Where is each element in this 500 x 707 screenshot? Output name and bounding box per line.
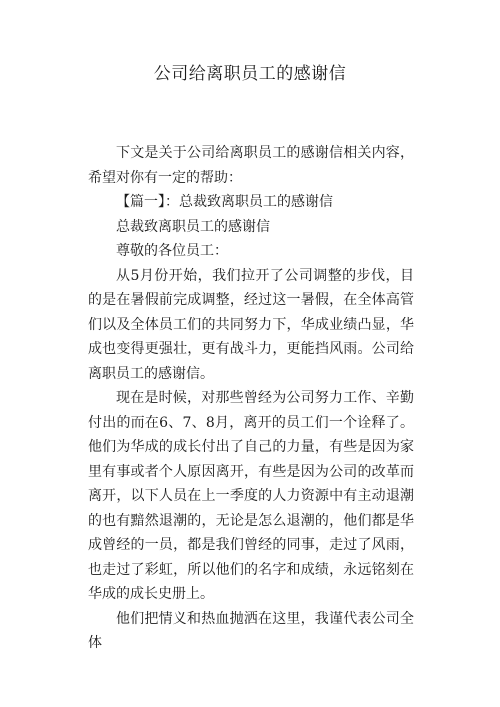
section-heading: 【篇一】：总裁致离职员工的感谢信 bbox=[116, 194, 333, 210]
body-paragraph: 从5月份开始，我们拉开了公司调整的步伐，目的是在暑假前完成调整，经过这一暑假，在全体高管们以及全体员工们的共同努力下，华成业绩凸显，华成也变得更强壮，更有战斗力，更能挡风雨。公司给离职员工的感谢信。 bbox=[88, 267, 414, 382]
intro-paragraph: 下文是关于公司给离职员工的感谢信相关内容，希望对你有一定的帮助： bbox=[88, 145, 414, 186]
body-paragraph: 现在是时候，对那些曾经为公司努力工作、辛勤付出的而在6、7、8月，离开的员工们一个诠释了。他们为华成的成长付出了自己的力量，有些是因为家里有事或者个人原因离开，有些是因为公司的改革而离开，以下人员在上一季度的人力资源中有主动退潮的也有黯然退潮的，无论是怎么退潮的，他们都是华成曾经的一员，都是我们曾经的同事，走过了风雨，也走过了彩虹，所以他们的名字和成绩，永远铭刻在华成的成长史册上。 bbox=[88, 390, 414, 602]
body-paragraph: 他们把情义和热血抛洒在这里，我谨代表公司全体 bbox=[88, 610, 414, 651]
document-body bbox=[88, 141, 414, 656]
letter-salutation: 尊敬的各位员工： bbox=[116, 243, 228, 259]
letter-heading: 总裁致离职员工的感谢信 bbox=[116, 218, 270, 235]
document-title: 公司给离职员工的感谢信 bbox=[153, 64, 347, 84]
